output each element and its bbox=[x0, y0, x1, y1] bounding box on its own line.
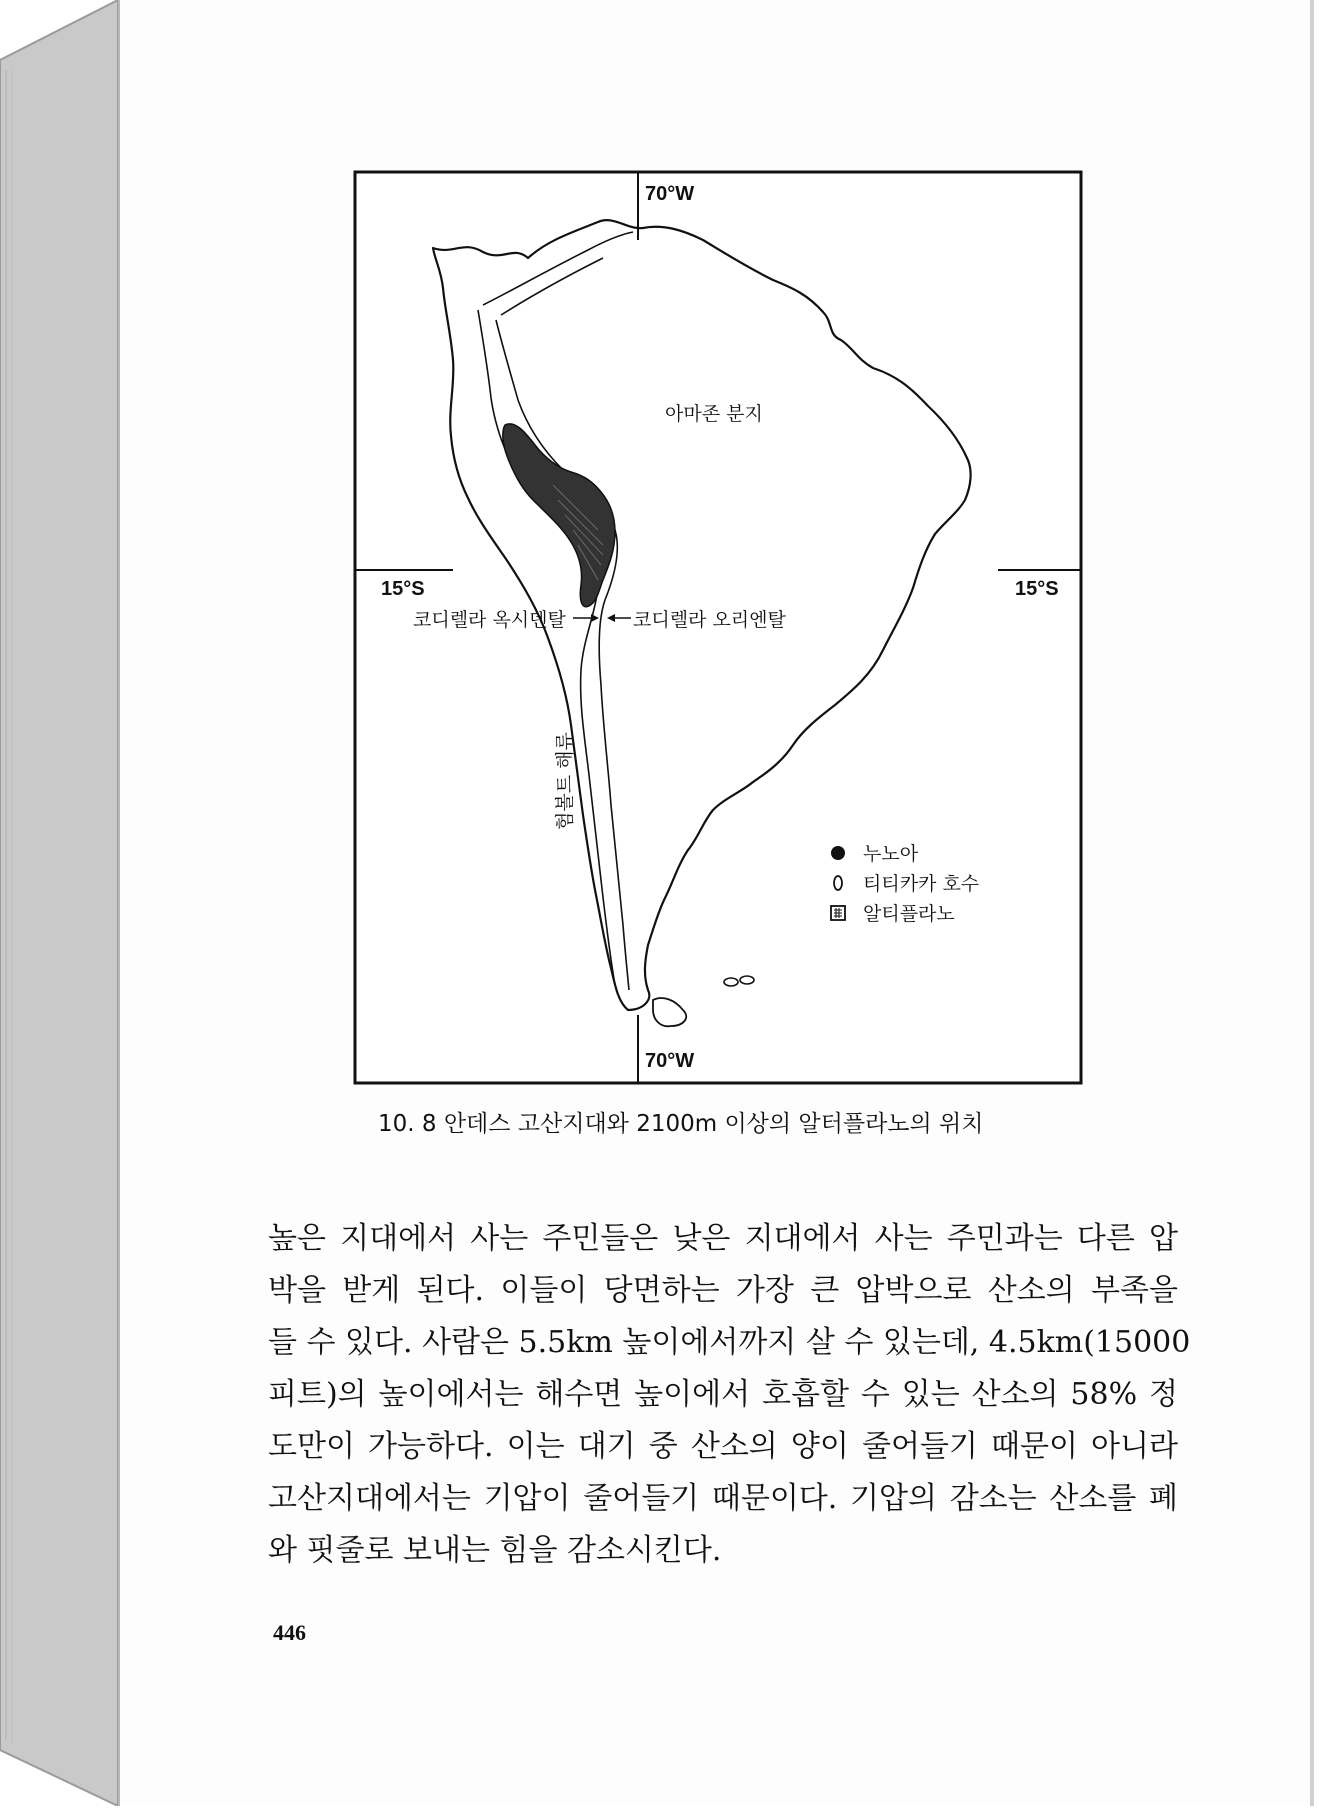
lat-right-label: 15°S bbox=[1015, 578, 1059, 600]
legend-label-nunoa: 누노아 bbox=[863, 843, 919, 865]
lon-bottom-label: 70°W bbox=[645, 1050, 695, 1072]
lon-top-label: 70°W bbox=[645, 183, 695, 205]
lat-left-label: 15°S bbox=[381, 578, 425, 600]
body-line: 고산지대에서는 기압이 줄어들기 때문이다. 기압의 감소는 산소를 폐 bbox=[268, 1481, 1178, 1516]
book-spine-edge bbox=[0, 0, 120, 1806]
page-number: 446 bbox=[273, 1620, 306, 1645]
body-line: 와 핏줄로 보내는 힘을 감소시킨다. bbox=[268, 1533, 722, 1568]
body-line: 들 수 있다. 사람은 5.5km 높이에서까지 살 수 있는데, 4.5km(15000 bbox=[268, 1325, 1191, 1360]
south-america-map bbox=[353, 170, 1083, 1085]
filled-circle-icon bbox=[831, 846, 845, 860]
legend-label-titicaca: 티티카카 호수 bbox=[863, 873, 980, 895]
body-paragraph bbox=[268, 1213, 1191, 1577]
figure-caption: 10. 8 안데스 고산지대와 2100m 이상의 알터플라노의 위치 bbox=[378, 1111, 984, 1137]
body-line: 피트)의 높이에서는 해수면 높이에서 호흡할 수 있는 산소의 58% 정 bbox=[268, 1377, 1178, 1412]
cordillera-oriental-label: 코디렐라 오리엔탈 bbox=[633, 609, 786, 631]
cordillera-occidental-label: 코디렐라 옥시덴탈 bbox=[413, 609, 566, 631]
amazon-basin-label: 아마존 분지 bbox=[665, 403, 763, 425]
body-line: 도만이 가능하다. 이는 대기 중 산소의 양이 줄어들기 때문이 아니라 bbox=[268, 1429, 1178, 1464]
body-line: 박을 받게 된다. 이들이 당면하는 가장 큰 압박으로 산소의 부족을 bbox=[268, 1273, 1178, 1308]
body-line: 높은 지대에서 사는 주민들은 낮은 지대에서 사는 주민과는 다른 압 bbox=[268, 1221, 1178, 1256]
legend-label-altiplano: 알티플라노 bbox=[863, 903, 955, 925]
humboldt-current-label: 험볼트 해류 bbox=[554, 732, 576, 830]
